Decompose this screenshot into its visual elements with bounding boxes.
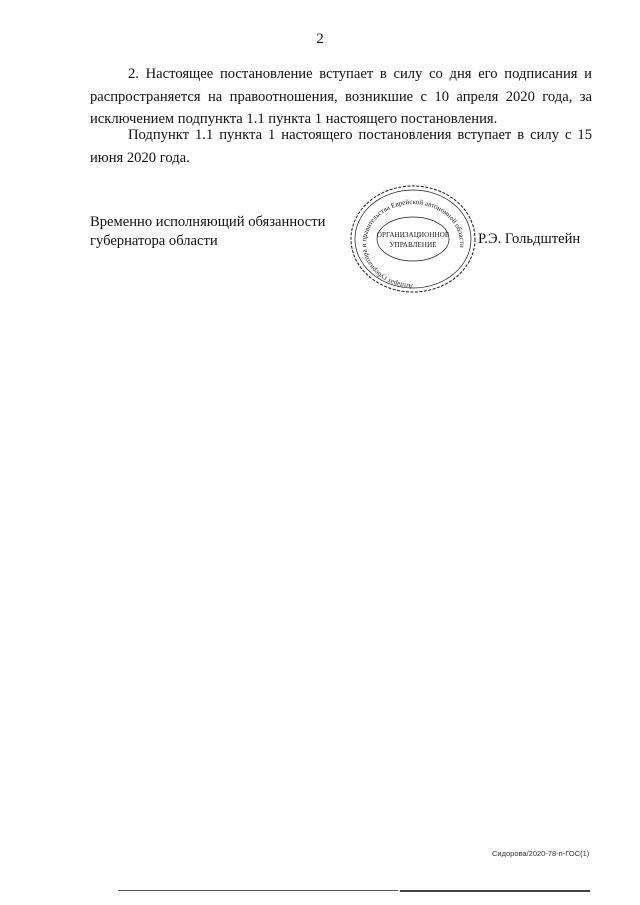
page-number: 2 bbox=[316, 31, 324, 47]
signatory-position bbox=[90, 213, 325, 251]
seal-center-line1: ОРГАНИЗАЦИОННОЕ bbox=[376, 231, 450, 239]
footer-scan-line bbox=[118, 890, 398, 891]
signatory-name: Р.Э. Гольдштейн bbox=[478, 231, 581, 247]
official-seal bbox=[344, 180, 482, 298]
seal-center-line2: УПРАВЛЕНИЕ bbox=[389, 241, 437, 249]
footer-scan-line-right bbox=[400, 890, 590, 892]
document-code: Сидорова/2020-78-п-ГОС(1) bbox=[492, 849, 590, 858]
signatory-position-line2: губернатора области bbox=[90, 233, 218, 249]
signatory-position-line1: Временно исполняющий обязанности bbox=[90, 214, 326, 230]
paragraph-subclause-effective: Подпункт 1.1 пункта 1 настоящего постановления вступает в силу с 15 июня 2020 года. bbox=[90, 127, 592, 166]
seal-ring-text: Аппарат губернатора и правительства Еврейской автономной области bbox=[360, 197, 467, 291]
paragraph-effective-date: 2. Настоящее постановление вступает в силу со дня его подписания и распространяется на правоотношения, возникшие с 10 апреля 2020 года, за исключением подпункта 1.1 пункта 1 настоящего постановления. bbox=[90, 66, 592, 127]
